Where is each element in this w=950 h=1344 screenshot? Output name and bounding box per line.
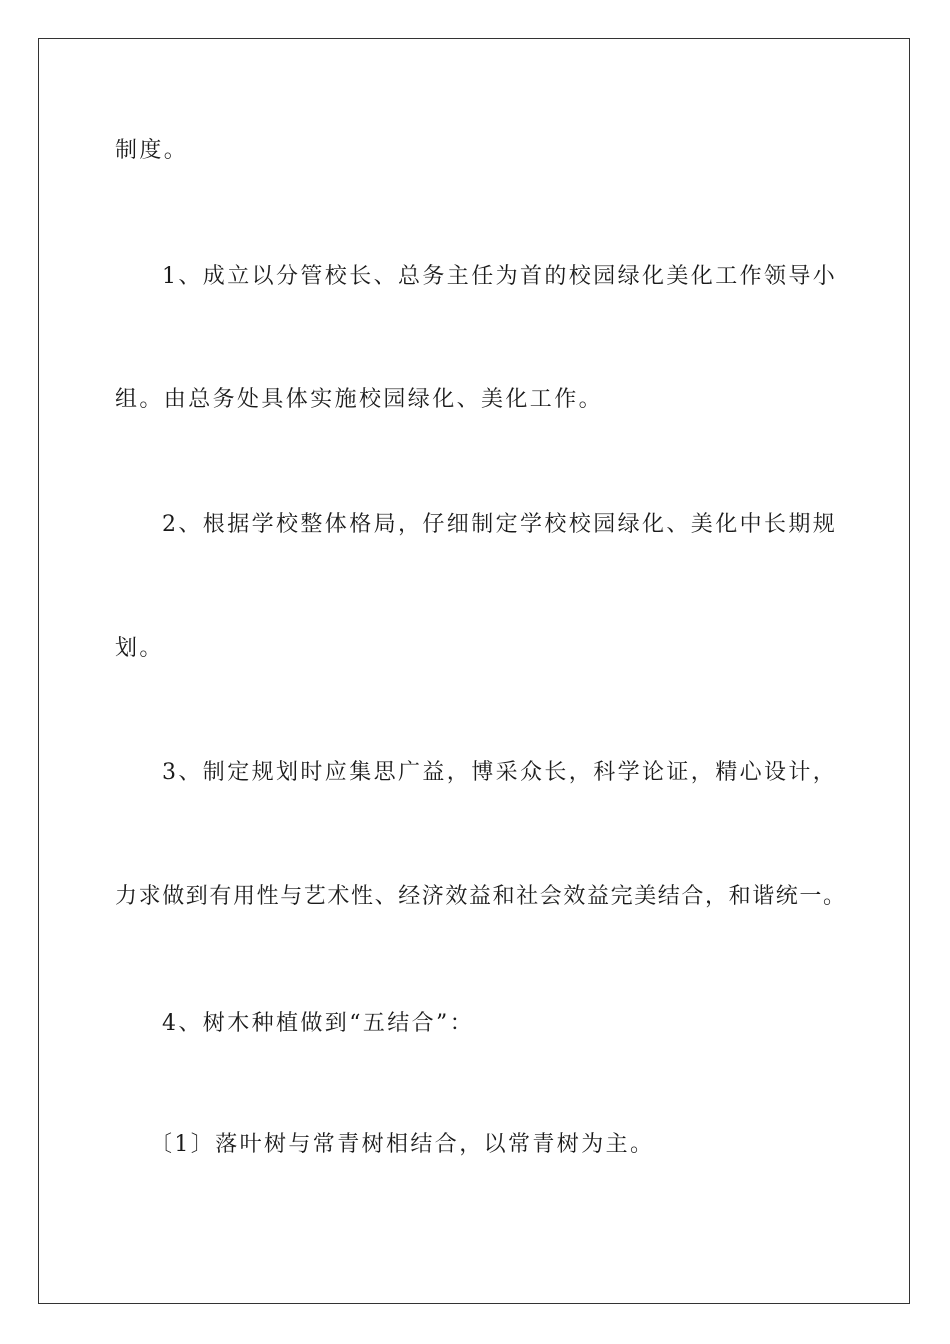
text-line-7: 力求做到有用性与艺术性、经济效益和社会效益完美结合，和谐统一。 bbox=[115, 884, 847, 909]
text-line-1: 制度。 bbox=[115, 138, 189, 163]
text-line-5: 划。 bbox=[115, 636, 164, 661]
page-frame bbox=[38, 38, 910, 1304]
text-line-4: 2、根据学校整体格局，仔细制定学校校园绿化、美化中长期规 bbox=[162, 512, 838, 537]
text-line-6: 3、制定规划时应集思广益，博采众长，科学论证，精心设计， bbox=[162, 760, 838, 785]
text-line-2: 1、成立以分管校长、总务主任为首的校园绿化美化工作领导小 bbox=[162, 264, 838, 289]
text-line-8: 4、树木种植做到“五结合”： bbox=[162, 1011, 475, 1036]
text-line-3: 组。由总务处具体实施校园绿化、美化工作。 bbox=[115, 387, 604, 412]
text-line-9: 〔1〕落叶树与常青树相结合，以常青树为主。 bbox=[150, 1132, 655, 1157]
